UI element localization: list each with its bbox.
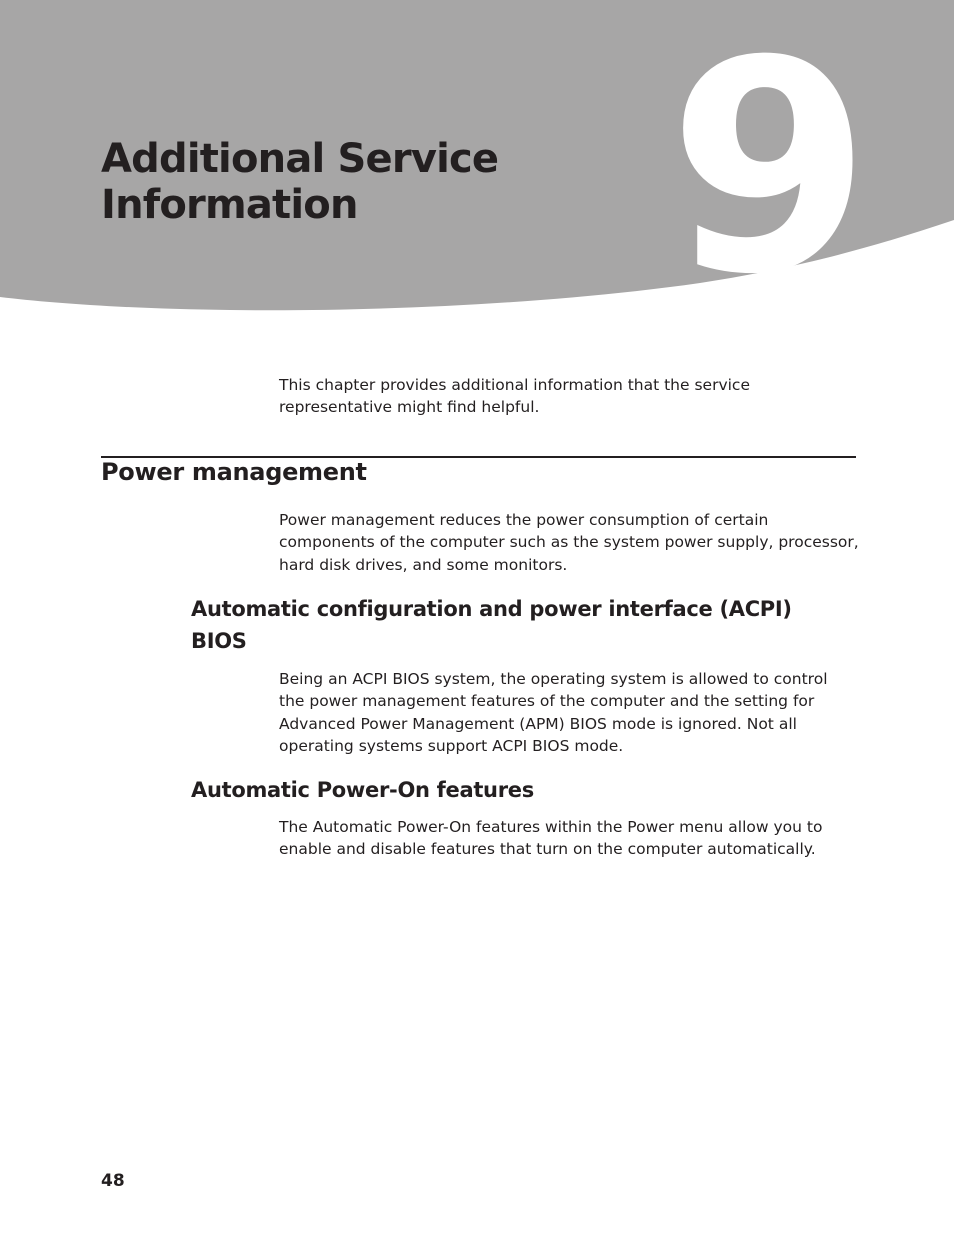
page-number: 48 — [101, 1171, 125, 1191]
acpi-heading-line-2: BIOS — [191, 629, 247, 653]
chapter-intro: This chapter provides additional information that the service representative might find helpful. — [279, 376, 750, 416]
acpi-bios-body: Being an ACPI BIOS system, the operating system is allowed to control the power management features of the computer and the setting for Advanced Power Management (APM) BIOS mode is ignored. Not all operating systems support ACPI BIOS mode. — [279, 670, 828, 755]
chapter-title — [101, 136, 498, 228]
subsection-heading-power-on: Automatic Power-On features — [191, 778, 534, 802]
chapter-title-line-2: Information — [101, 182, 358, 228]
power-management-body: Power management reduces the power consumption of certain components of the computer such as the system power supply, processor, hard disk drives, and some monitors. — [279, 511, 859, 574]
chapter-number: 9 — [668, 0, 866, 338]
section-heading-power-management: Power management — [101, 458, 367, 486]
chapter-title-line-1: Additional Service — [101, 136, 499, 182]
power-on-body: The Automatic Power-On features within the Power menu allow you to enable and disable features that turn on the computer automatically. — [279, 818, 823, 859]
acpi-heading-line-1: Automatic configuration and power interface (ACPI) — [191, 597, 792, 621]
subsection-heading-acpi-bios — [191, 593, 792, 657]
